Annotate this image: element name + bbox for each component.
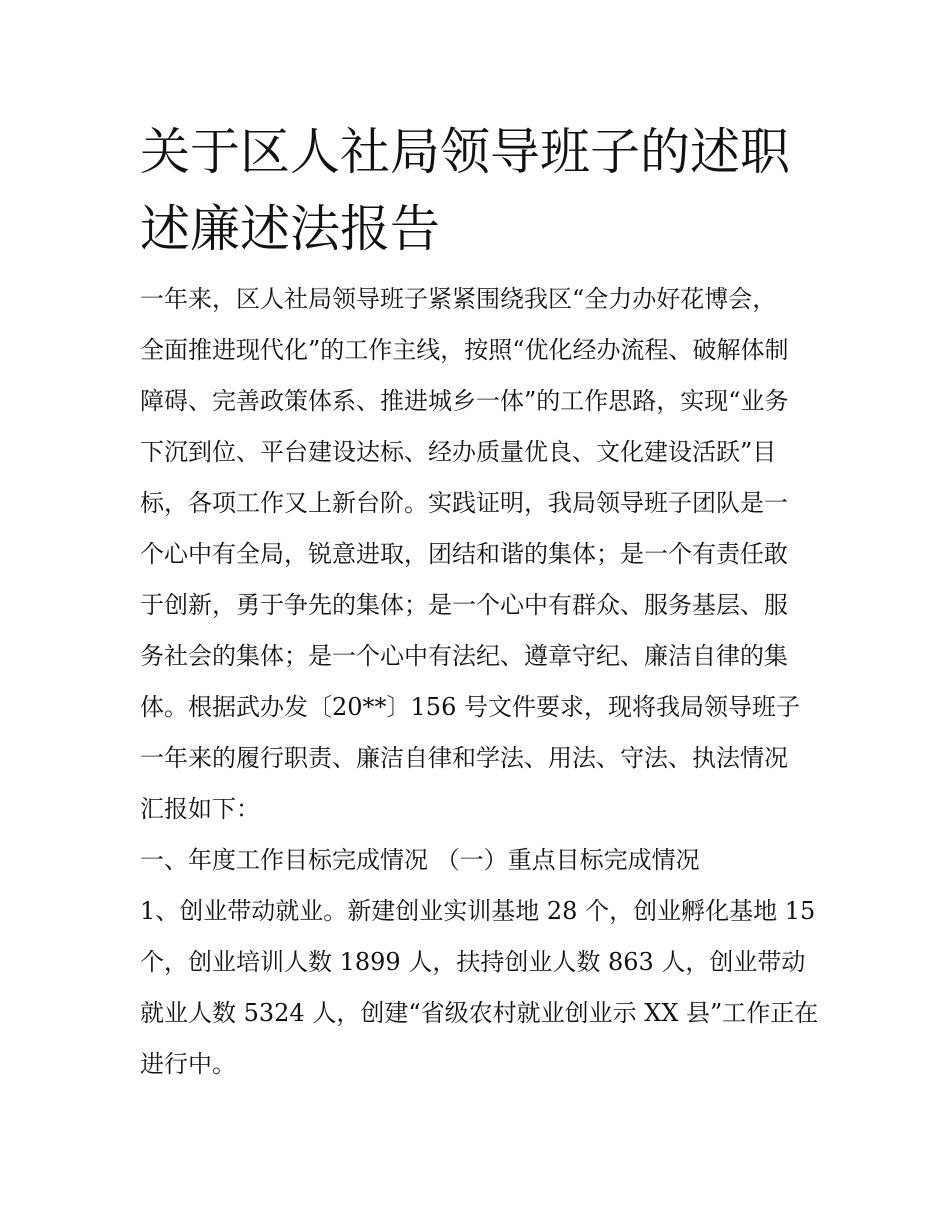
paragraph-line: 下沉到位、平台建设达标、经办质量优良、文化建设活跃”目 xyxy=(140,438,777,466)
section-heading: 一、年度工作目标完成情况 （一）重点目标完成情况 xyxy=(140,846,700,874)
paragraph-line: 个，创业培训人数 1899 人，扶持创业人数 863 人，创业带动 xyxy=(140,948,806,976)
title-line: 关于区人社局领导班子的述职 xyxy=(140,123,790,181)
paragraph-line: 个心中有全局，锐意进取，团结和谐的集体；是一个有责任敢 xyxy=(140,540,788,568)
paragraph-line: 体。根据武办发〔20**〕156 号文件要求，现将我局领导班子 xyxy=(140,693,800,721)
paragraph-line: 进行中。 xyxy=(140,1050,236,1078)
paragraph-line: 1、创业带动就业。新建创业实训基地 28 个，创业孵化基地 15 xyxy=(140,897,816,925)
paragraph-line: 于创新，勇于争先的集体；是一个心中有群众、服务基层、服 xyxy=(140,591,788,619)
paragraph-employment xyxy=(140,886,830,1090)
document-title xyxy=(140,114,820,268)
paragraph-line: 就业人数 5324 人，创建“省级农村就业创业示 XX 县”工作正在 xyxy=(140,999,819,1027)
paragraph-line: 务社会的集体；是一个心中有法纪、遵章守纪、廉洁自律的集 xyxy=(140,642,788,670)
document-body xyxy=(140,274,830,1090)
paragraph-line: 标，各项工作又上新台阶。实践证明，我局领导班子团队是一 xyxy=(140,489,788,517)
paragraph-line: 全面推进现代化”的工作主线，按照“优化经办流程、破解体制 xyxy=(140,336,789,364)
paragraph-line: 一年来的履行职责、廉洁自律和学法、用法、守法、执法情况 xyxy=(140,744,788,772)
paragraph-line: 障碍、完善政策体系、推进城乡一体”的工作思路，实现“业务 xyxy=(140,387,789,415)
title-line: 述廉述法报告 xyxy=(140,200,440,258)
paragraph-intro xyxy=(140,274,830,835)
paragraph-line: 一年来，区人社局领导班子紧紧围绕我区“全力办好花博会， xyxy=(140,285,777,313)
paragraph-line: 汇报如下： xyxy=(140,795,260,823)
